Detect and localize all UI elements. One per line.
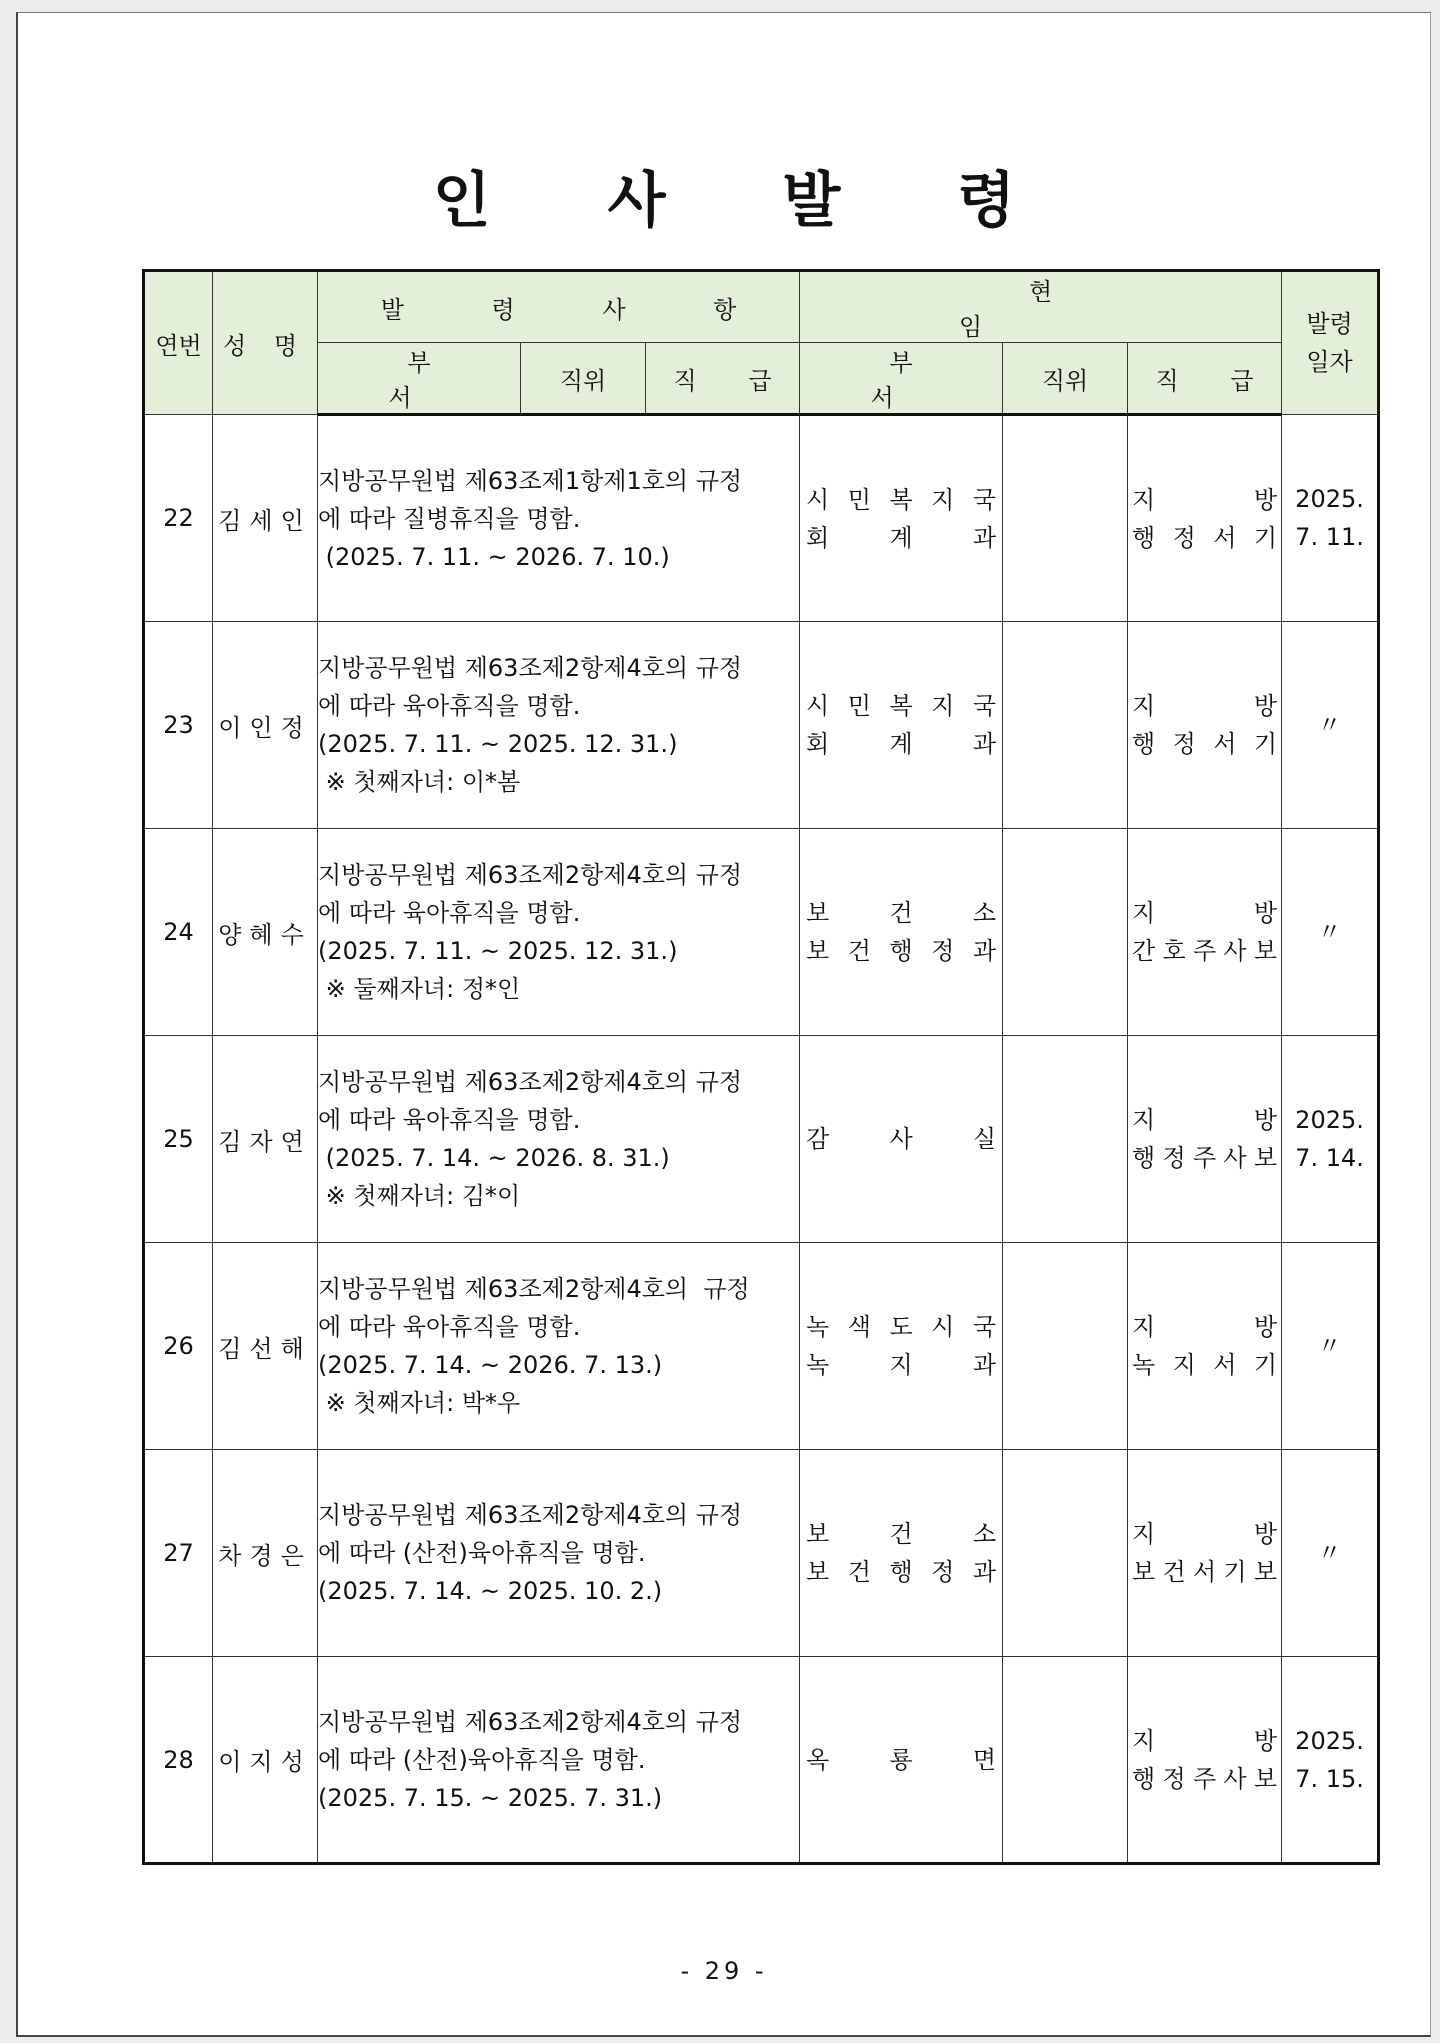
current-position — [1003, 1450, 1128, 1657]
order-date — [1282, 1657, 1379, 1864]
department-line: 녹 색 도 시 국 — [806, 1313, 997, 1341]
grade-line: 행 정 주 사 보 — [1132, 1764, 1278, 1793]
employee-name: 이지성 — [213, 1657, 318, 1864]
order-detail-line: (2025. 7. 14. ~ 2026. 8. 31.) — [318, 1144, 670, 1172]
department-line: 회 계 과 — [806, 523, 997, 552]
header-no: 연번 — [144, 271, 213, 415]
order-date-line: 〃 — [1317, 711, 1342, 739]
grade-line: 지 방 — [1132, 692, 1278, 720]
department-line: 보 건 행 정 과 — [806, 937, 997, 965]
current-grade — [1128, 415, 1282, 622]
current-department — [800, 1657, 1003, 1864]
employee-name: 차경은 — [213, 1450, 318, 1657]
department-line: 옥 룡 면 — [806, 1745, 997, 1774]
department-line: 시 민 복 지 국 — [806, 485, 997, 514]
order-date-line: 7. 11. — [1295, 523, 1364, 551]
current-department — [800, 1243, 1003, 1450]
personnel-orders-table — [142, 269, 1380, 1865]
order-detail-line: (2025. 7. 14. ~ 2026. 7. 13.) — [318, 1351, 663, 1379]
current-grade — [1128, 1036, 1282, 1243]
order-detail-line: 지방공무원법 제63조제2항제4호의 규정 — [318, 861, 743, 889]
order-date-line: 2025. — [1295, 485, 1364, 513]
order-detail-line: ※ 첫째자녀: 박*우 — [318, 1389, 521, 1417]
grade-line: 간 호 주 사 보 — [1132, 937, 1278, 965]
order-detail-line: (2025. 7. 11. ~ 2026. 7. 10.) — [318, 542, 670, 571]
order-detail-line: 지방공무원법 제63조제2항제4호의 규정 — [318, 1068, 743, 1096]
row-number: 23 — [144, 622, 213, 829]
order-date-line: 〃 — [1317, 1332, 1342, 1360]
order-detail-line: ※ 둘째자녀: 정*인 — [318, 975, 521, 1003]
current-department — [800, 415, 1003, 622]
department-line: 시 민 복 지 국 — [806, 692, 997, 720]
order-date — [1282, 1243, 1379, 1450]
table-row — [144, 1036, 1379, 1243]
order-detail — [318, 1450, 800, 1657]
department-line: 보 건 소 — [806, 1520, 997, 1548]
grade-line: 보 건 서 기 보 — [1132, 1558, 1278, 1586]
order-detail — [318, 622, 800, 829]
row-number: 26 — [144, 1243, 213, 1450]
current-grade — [1128, 829, 1282, 1036]
header-order-dept: 부 서 — [318, 343, 521, 415]
grade-line: 녹 지 서 기 — [1132, 1351, 1277, 1379]
header-current-dept: 부 서 — [800, 343, 1003, 415]
table-row — [144, 622, 1379, 829]
header-order-position: 직위 — [521, 343, 646, 415]
order-date-line: 2025. — [1295, 1726, 1364, 1755]
header-current-position: 직위 — [1003, 343, 1128, 415]
department-line: 보 건 소 — [806, 899, 997, 927]
order-detail — [318, 1036, 800, 1243]
table-body — [144, 415, 1379, 1864]
order-detail-line: 에 따라 (산전)육아휴직을 명함. — [318, 1745, 646, 1774]
employee-name: 이인정 — [213, 622, 318, 829]
employee-name: 양혜수 — [213, 829, 318, 1036]
order-detail-line: 에 따라 육아휴직을 명함. — [318, 899, 581, 927]
header-order: 발 령 사 항 — [318, 271, 800, 343]
header-date: 발령 일자 — [1282, 271, 1379, 415]
order-detail-line: (2025. 7. 15. ~ 2025. 7. 31.) — [318, 1783, 663, 1812]
department-line: 감 사 실 — [806, 1125, 997, 1153]
current-position — [1003, 1657, 1128, 1864]
order-detail-line: (2025. 7. 11. ~ 2025. 12. 31.) — [318, 937, 678, 965]
page-title: 인 사 발 령 — [432, 166, 1064, 236]
department-line: 녹 지 과 — [806, 1351, 997, 1379]
order-detail-line: 지방공무원법 제63조제1항제1호의 규정 — [318, 466, 743, 495]
employee-name: 김자연 — [213, 1036, 318, 1243]
header-name: 성 명 — [213, 271, 318, 415]
current-department — [800, 1450, 1003, 1657]
order-detail-line: 지방공무원법 제63조제2항제4호의 규정 — [318, 1501, 743, 1529]
row-number: 25 — [144, 1036, 213, 1243]
order-date — [1282, 829, 1379, 1036]
row-number: 27 — [144, 1450, 213, 1657]
current-department — [800, 829, 1003, 1036]
current-department — [800, 622, 1003, 829]
order-date-line: 7. 14. — [1295, 1144, 1364, 1172]
employee-name: 김선해 — [213, 1243, 318, 1450]
page-number: - 29 - — [680, 1957, 768, 1985]
current-grade — [1128, 1243, 1282, 1450]
row-number: 28 — [144, 1657, 213, 1864]
table-row — [144, 415, 1379, 622]
order-date — [1282, 1036, 1379, 1243]
current-position — [1003, 1243, 1128, 1450]
order-detail-line: 에 따라 질병휴직을 명함. — [318, 504, 581, 533]
order-detail — [318, 415, 800, 622]
header-current-grade: 직 급 — [1128, 343, 1282, 415]
order-date-line: 〃 — [1317, 1539, 1342, 1567]
order-detail-line: 에 따라 (산전)육아휴직을 명함. — [318, 1539, 646, 1567]
document-page — [16, 12, 1431, 2037]
order-date-line: 〃 — [1317, 918, 1342, 946]
table-row — [144, 1450, 1379, 1657]
grade-line: 지 방 — [1132, 1520, 1278, 1548]
grade-line: 행 정 주 사 보 — [1132, 1144, 1278, 1172]
grade-line: 행 정 서 기 — [1132, 523, 1277, 552]
order-detail-line: (2025. 7. 11. ~ 2025. 12. 31.) — [318, 730, 678, 758]
grade-line: 행 정 서 기 — [1132, 730, 1277, 758]
order-date — [1282, 1450, 1379, 1657]
order-detail-line: ※ 첫째자녀: 이*봄 — [318, 768, 521, 796]
order-detail-line: ※ 첫째자녀: 김*이 — [318, 1182, 521, 1210]
department-line: 보 건 행 정 과 — [806, 1558, 997, 1586]
order-date — [1282, 415, 1379, 622]
current-position — [1003, 415, 1128, 622]
current-grade — [1128, 1450, 1282, 1657]
order-detail-line: 에 따라 육아휴직을 명함. — [318, 1313, 581, 1341]
order-detail-line: 지방공무원법 제63조제2항제4호의 규정 — [318, 1275, 750, 1303]
order-detail-line: 에 따라 육아휴직을 명함. — [318, 692, 581, 720]
employee-name: 김세인 — [213, 415, 318, 622]
header-current: 현 임 — [800, 271, 1282, 343]
current-grade — [1128, 1657, 1282, 1864]
table-row — [144, 829, 1379, 1036]
current-grade — [1128, 622, 1282, 829]
order-date-line: 7. 15. — [1295, 1764, 1364, 1793]
grade-line: 지 방 — [1132, 1106, 1278, 1134]
table-row — [144, 1243, 1379, 1450]
order-detail — [318, 1657, 800, 1864]
order-detail — [318, 1243, 800, 1450]
row-number: 24 — [144, 829, 213, 1036]
grade-line: 지 방 — [1132, 485, 1278, 514]
row-number: 22 — [144, 415, 213, 622]
order-detail-line: 지방공무원법 제63조제2항제4호의 규정 — [318, 1707, 743, 1736]
grade-line: 지 방 — [1132, 899, 1278, 927]
current-position — [1003, 829, 1128, 1036]
order-date-line: 2025. — [1295, 1106, 1364, 1134]
current-position — [1003, 622, 1128, 829]
table-row — [144, 1657, 1379, 1864]
order-detail-line: 지방공무원법 제63조제2항제4호의 규정 — [318, 654, 743, 682]
department-line: 회 계 과 — [806, 730, 997, 758]
header-order-grade: 직 급 — [646, 343, 800, 415]
order-date — [1282, 622, 1379, 829]
order-detail-line: 에 따라 육아휴직을 명함. — [318, 1106, 581, 1134]
grade-line: 지 방 — [1132, 1726, 1278, 1755]
order-detail-line: (2025. 7. 14. ~ 2025. 10. 2.) — [318, 1577, 663, 1605]
current-department — [800, 1036, 1003, 1243]
order-detail — [318, 829, 800, 1036]
grade-line: 지 방 — [1132, 1313, 1278, 1341]
current-position — [1003, 1036, 1128, 1243]
